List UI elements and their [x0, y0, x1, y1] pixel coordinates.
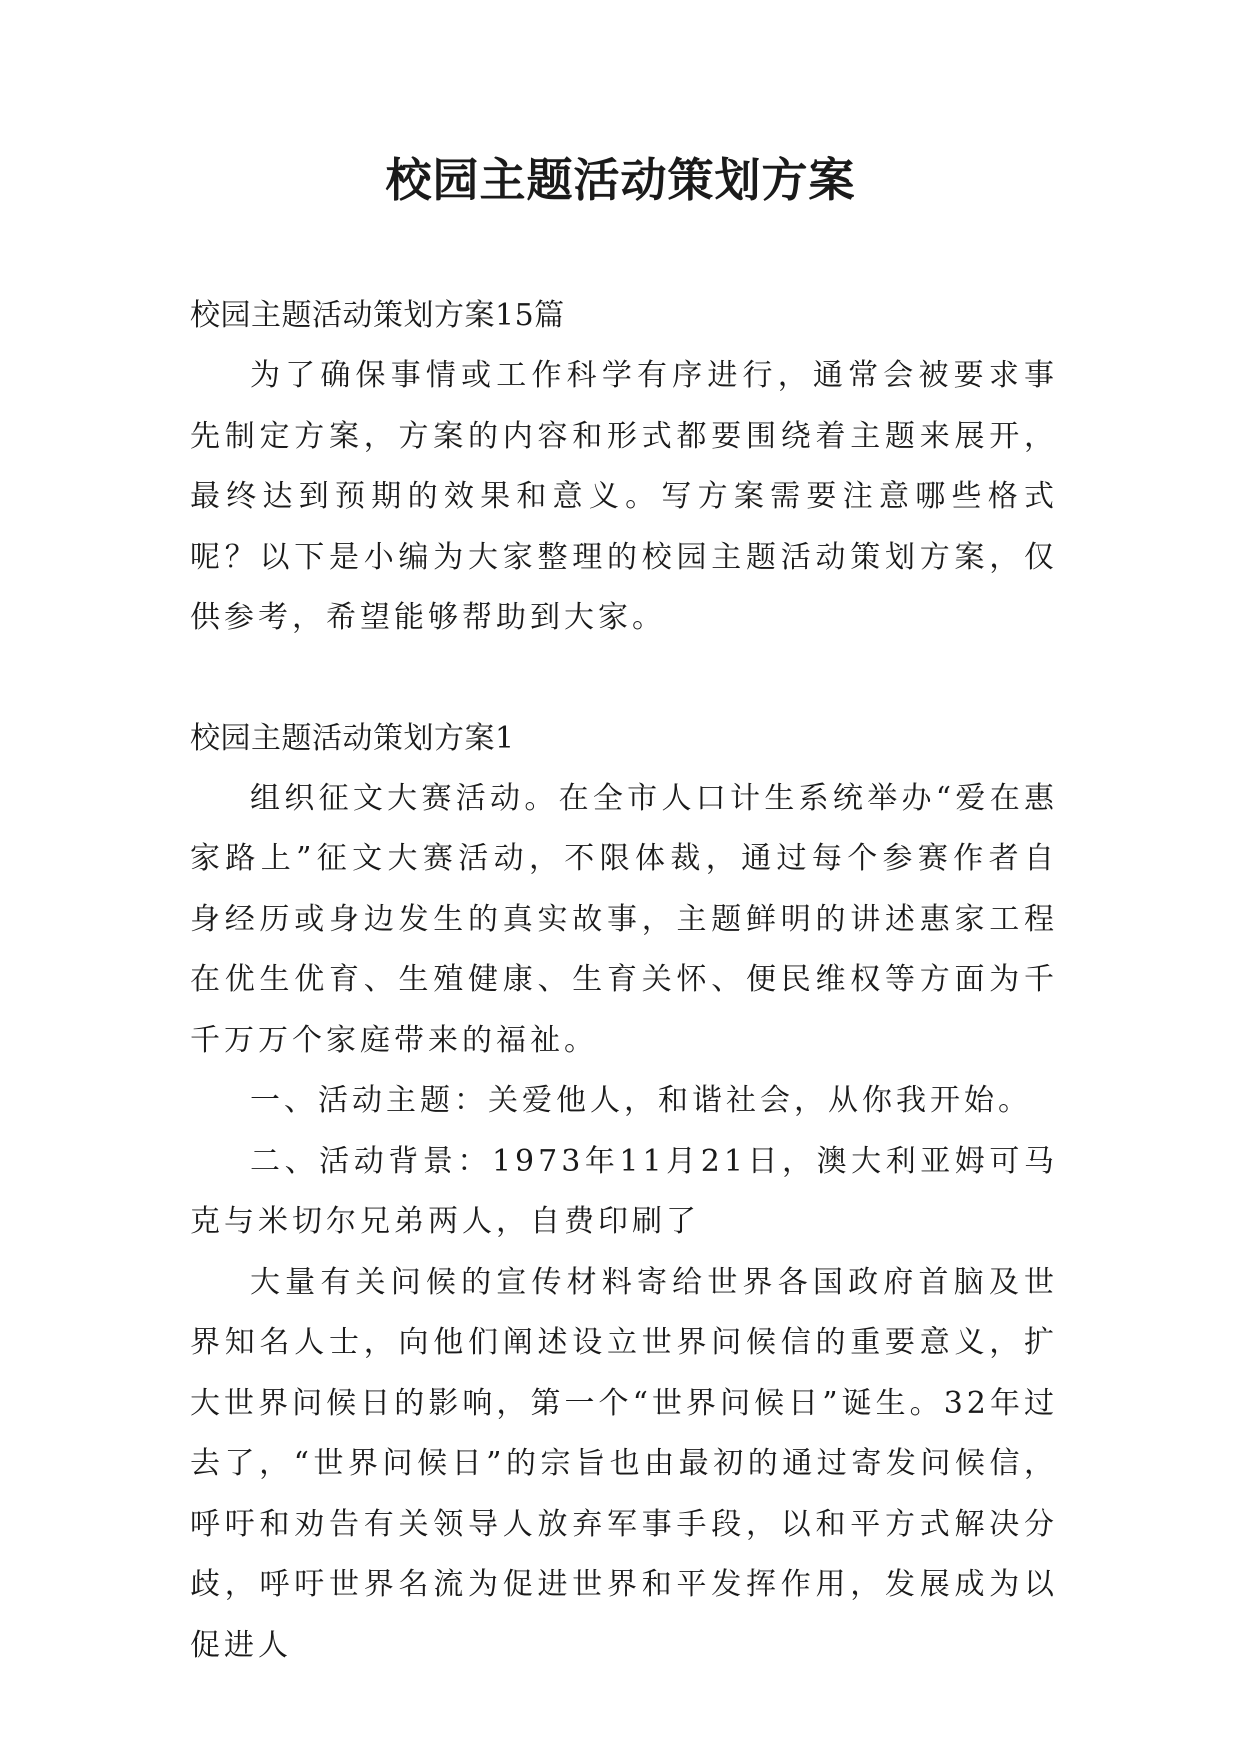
document-title: 校园主题活动策划方案	[385, 153, 856, 207]
document-body	[190, 286, 1058, 1676]
section-1-paragraph-1: 组织征文大赛活动。在全市人口计生系统举办“爱在惠家路上”征文大赛活动，不限体裁，通过每个参赛作者自身经历或身边发生的真实故事，主题鲜明的讲述惠家工程在优生优育、生殖健康、生育关怀、便民维权等方面为千千万万个家庭带来的福祉。	[190, 780, 1058, 1058]
section-spacer	[190, 649, 1058, 709]
section-1-paragraph-2: 一、活动主题：关爱他人，和谐社会，从你我开始。	[250, 1083, 1032, 1118]
section-1-paragraph-4: 大量有关问候的宣传材料寄给世界各国政府首脑及世界知名人士，向他们阐述设立世界问候信的重要意义，扩大世界问候日的影响，第一个“世界问候日”诞生。32年过去了，“世界问候日”的宗旨也由最初的通过寄发问候信，呼吁和劝告有关领导人放弃军事手段，以和平方式解决分歧，呼吁世界名流为促进世界和平发挥作用，发展成为以促进人	[190, 1264, 1058, 1663]
intro-paragraph: 为了确保事情或工作科学有序进行，通常会被要求事先制定方案，方案的内容和形式都要围绕着主题来展开，最终达到预期的效果和意义。写方案需要注意哪些格式呢？以下是小编为大家整理的校园主题活动策划方案，仅供参考，希望能够帮助到大家。	[190, 358, 1058, 635]
section-1-paragraph-3: 二、活动背景：1973年11月21日，澳大利亚姆可马克与米切尔兄弟两人，自费印刷了	[190, 1143, 1058, 1239]
collection-heading: 校园主题活动策划方案15篇	[190, 298, 565, 333]
section-1-heading: 校园主题活动策划方案1	[190, 720, 515, 756]
